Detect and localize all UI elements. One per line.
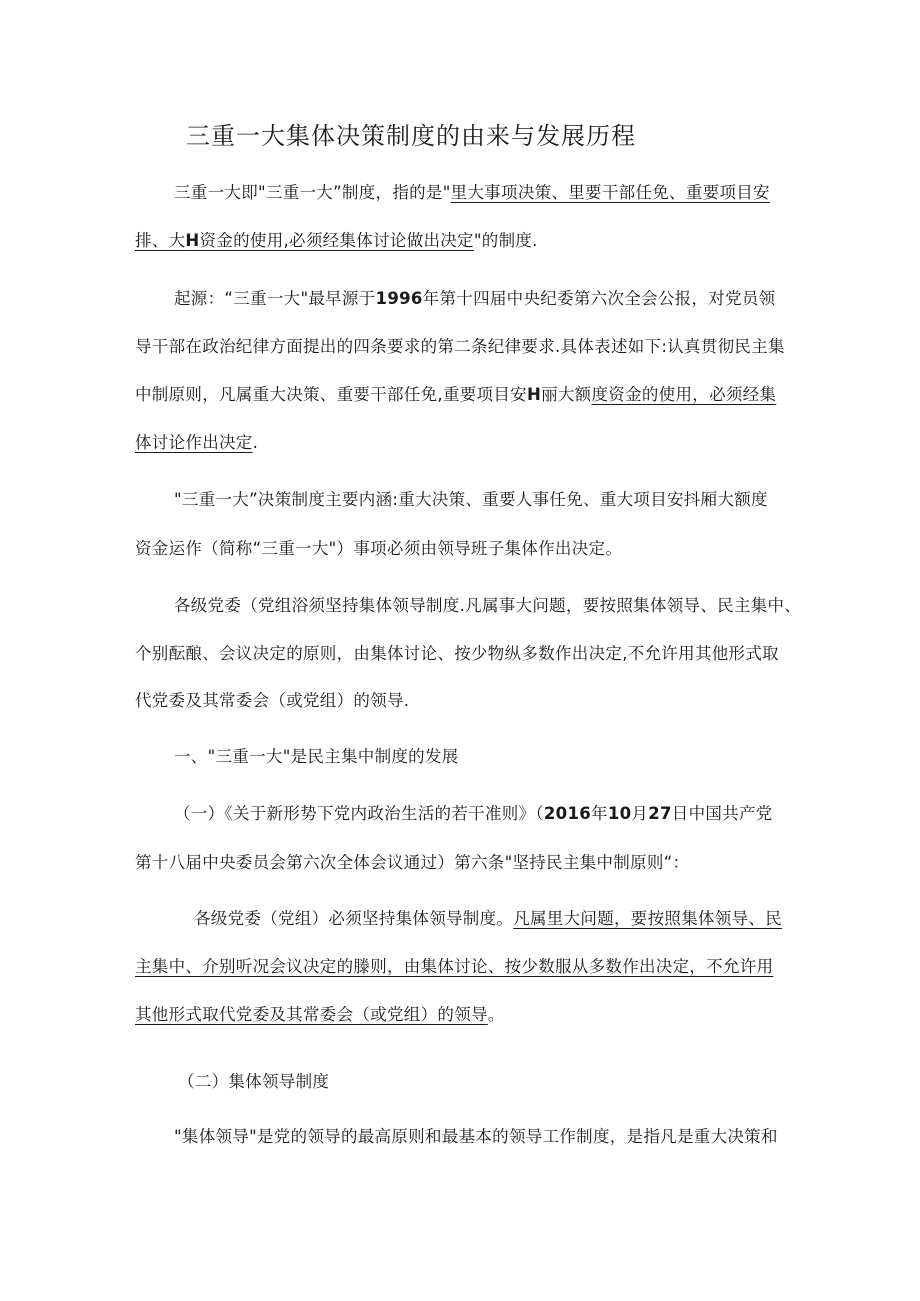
bold-year: 1996 [375, 289, 423, 308]
bold-day: 27 [648, 804, 672, 823]
paragraph-3-line-1: "三重一大”决策制度主要内涵:重大决策、重要人事任免、重大项目安抖厢大额度 [174, 490, 768, 509]
underlined-text: 资金的使用,必须经集体讨论做出决定 [199, 231, 474, 250]
underlined-text: 体讨论作出决定 [135, 433, 253, 452]
text-run: （一）《关于新形势下党内政治生活的若干准则》（ [174, 804, 544, 823]
underlined-text: 主集中、介别听况会议决定的滕则，由集体讨论、按少数服从多数作出决定，不允许用 [135, 957, 774, 976]
paragraph-6-line-1 [194, 907, 782, 931]
paragraph-7-line-1: "集体领导"是党的领导的最高原则和最基本的领导工作制度，是指凡是重大决策和 [174, 1127, 778, 1146]
text-run: 各级党委（党组）必须坚持集体领导制度。 [194, 909, 514, 928]
paragraph-1-line-2 [135, 229, 538, 253]
section-heading-1: 一、"三重一大"是民主集中制度的发展 [174, 747, 459, 766]
text-run: . [252, 433, 259, 452]
paragraph-4-line-1: 各级党委（党组浴须坚持集体领导制度.凡属事大问题，要按照集体领导、民主集中、 [174, 596, 802, 615]
text-run: 起源：“三重一大"最早源于 [174, 289, 376, 308]
underlined-text: 排、大 [135, 231, 186, 250]
paragraph-4-line-3: 代党委及其常委会（或党组）的领导. [135, 691, 410, 710]
underlined-text: 凡属里大问题，要按照集体领导、民 [513, 909, 783, 928]
paragraph-5-line-1 [174, 802, 773, 826]
section-heading-2: （二）集体领导制度 [178, 1072, 330, 1091]
paragraph-6-line-3 [135, 1003, 505, 1027]
text-run: 三重一大即"三重一大”制度，指的是" [174, 183, 451, 202]
paragraph-4-line-2: 个别酝酿、会议决定的原则，由集体讨论、按少物纵多数作出决定,不允许用其他形式取 [135, 644, 779, 663]
paragraph-2-line-1 [174, 287, 775, 311]
underlined-text: 里大事项决策、里要干部任免、重要项目安 [450, 183, 770, 202]
text-run: 日中国共产党 [671, 804, 773, 823]
text-run: 月 [631, 804, 649, 823]
text-run: "的制度. [473, 231, 538, 250]
underlined-bold-text: H [185, 231, 200, 250]
text-run: 年第十四届中央纪委第六次全会公报，对党员领 [422, 289, 776, 308]
bold-text: H [526, 385, 542, 404]
paragraph-2-line-3 [135, 383, 776, 407]
text-run: 。 [487, 1005, 505, 1024]
bold-month: 10 [607, 804, 632, 823]
underlined-text: 其他形式取代党委及其常委会（或党组）的领导 [135, 1005, 488, 1024]
paragraph-2-line-2: 导干部在政治纪律方面提出的四条要求的第二条纪律要求.具体表述如下:认真贯彻民主集 [135, 337, 785, 356]
paragraph-1-line-1 [174, 181, 770, 205]
paragraph-3-line-2: 资金运作（简称“三重一大"）事项必须由领导班子集体作出决定。 [135, 539, 623, 558]
text-run: 中制原则，凡属重大决策、重要干部任免,重要项目安 [135, 385, 527, 404]
bold-year: 2016 [543, 804, 592, 823]
paragraph-2-line-4 [135, 431, 258, 455]
underlined-text: 度资金的使用，必须经集 [591, 385, 777, 404]
text-run: 丽大额 [541, 385, 592, 404]
document-title: 三重一大集体决策制度的由来与发展历程 [186, 122, 636, 150]
text-run: 年 [591, 804, 608, 823]
paragraph-5-line-2: 第十八届中央委员会第六次全体会议通过）第六条"坚持民主集中制原则“： [135, 853, 690, 872]
paragraph-6-line-2 [135, 955, 773, 979]
